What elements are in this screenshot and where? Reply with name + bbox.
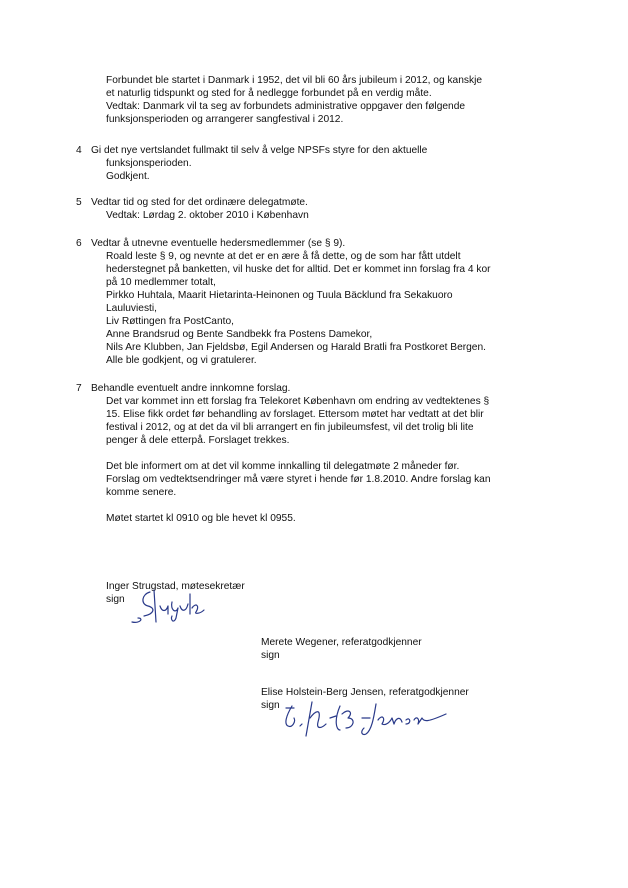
item-line: 15. Elise fikk ordet før behandling av forslaget. Ettersom møtet har vedtatt at det blir [106,409,484,420]
approver2-name: Elise Holstein-Berg Jensen, referatgodkjenner [261,687,469,698]
item-number: 5 [76,197,82,208]
item-line: Godkjent. [106,171,150,182]
item-heading: Vedtar å utnevne eventuelle hedersmedlemmer (se § 9). [91,238,346,249]
approver2-sign-label: sign [261,700,280,711]
intro-line: Forbundet ble startet i Danmark i 1952, det vil bli 60 års jubileum i 2012, og kanskje [106,75,483,86]
secretary-sign-label: sign [106,594,125,605]
item-line: festival i 2012, og at det da vil bli arrangert en fin jubileumsfest, vil det trolig bli lite [106,422,474,433]
approver2-signature [278,696,448,742]
item-line: Forslag om vedtektsendringer må være styret i hende før 1.8.2010. Andre forslag kan [106,474,491,485]
item-line: komme senere. [106,487,177,498]
item-heading: Vedtar tid og sted for det ordinære delegatmøte. [91,197,308,208]
item-line: Lauluviesti, [106,303,157,314]
item-line: funksjonsperioden. [106,158,192,169]
secretary-name: Inger Strugstad, møtesekretær [106,581,245,592]
item-line: Anne Brandsrud og Bente Sandbekk fra Postens Damekor, [106,329,373,340]
item-line: Roald leste § 9, og nevnte at det er en ære å få dette, og de som har fått utdelt [106,251,461,262]
item-line: Pirkko Huhtala, Maarit Hietarinta-Heinonen og Tuula Bäcklund fra Sekakuoro [106,290,453,301]
item-line: Alle ble godkjent, og vi gratulerer. [106,355,257,366]
approver1-name: Merete Wegener, referatgodkjenner [261,637,422,648]
item-line: Vedtak: Lørdag 2. oktober 2010 i København [106,210,309,221]
item-line: på 10 medlemmer totalt, [106,277,216,288]
intro-line: funksjonsperioden og arrangerer sangfestival i 2012. [106,114,344,125]
closing-line: Møtet startet kl 0910 og ble hevet kl 0955. [106,513,296,524]
item-number: 7 [76,383,82,394]
item-line: hederstegnet på banketten, vil huske det for alltid. Det er kommet inn forslag fra 4 kor [106,264,491,275]
intro-line: Vedtak: Danmark vil ta seg av forbundets administrative oppgaver den følgende [106,101,466,112]
item-heading: Gi det nye vertslandet fullmakt til selv å velge NPSFs styre for den aktuelle [91,145,428,156]
item-number: 4 [76,145,82,156]
item-heading: Behandle eventuelt andre innkomne forslag. [91,383,291,394]
item-line: penger å dele etterpå. Forslaget trekkes. [106,435,290,446]
item-line: Det ble informert om at det vil komme innkalling til delegatmøte 2 måneder før. [106,461,460,472]
item-line: Nils Are Klubben, Jan Fjeldsbø, Egil Andersen og Harald Bratli fra Postkoret Bergen. [106,342,486,353]
item-number: 6 [76,238,82,249]
intro-line: et naturlig tidspunkt og sted for å nedlegge forbundet på en verdig måte. [106,88,432,99]
approver1-sign-label: sign [261,650,280,661]
secretary-signature [130,584,210,626]
item-line: Liv Røttingen fra PostCanto, [106,316,234,327]
item-line: Det var kommet inn ett forslag fra Telekoret København om endring av vedtektenes § [106,396,490,407]
